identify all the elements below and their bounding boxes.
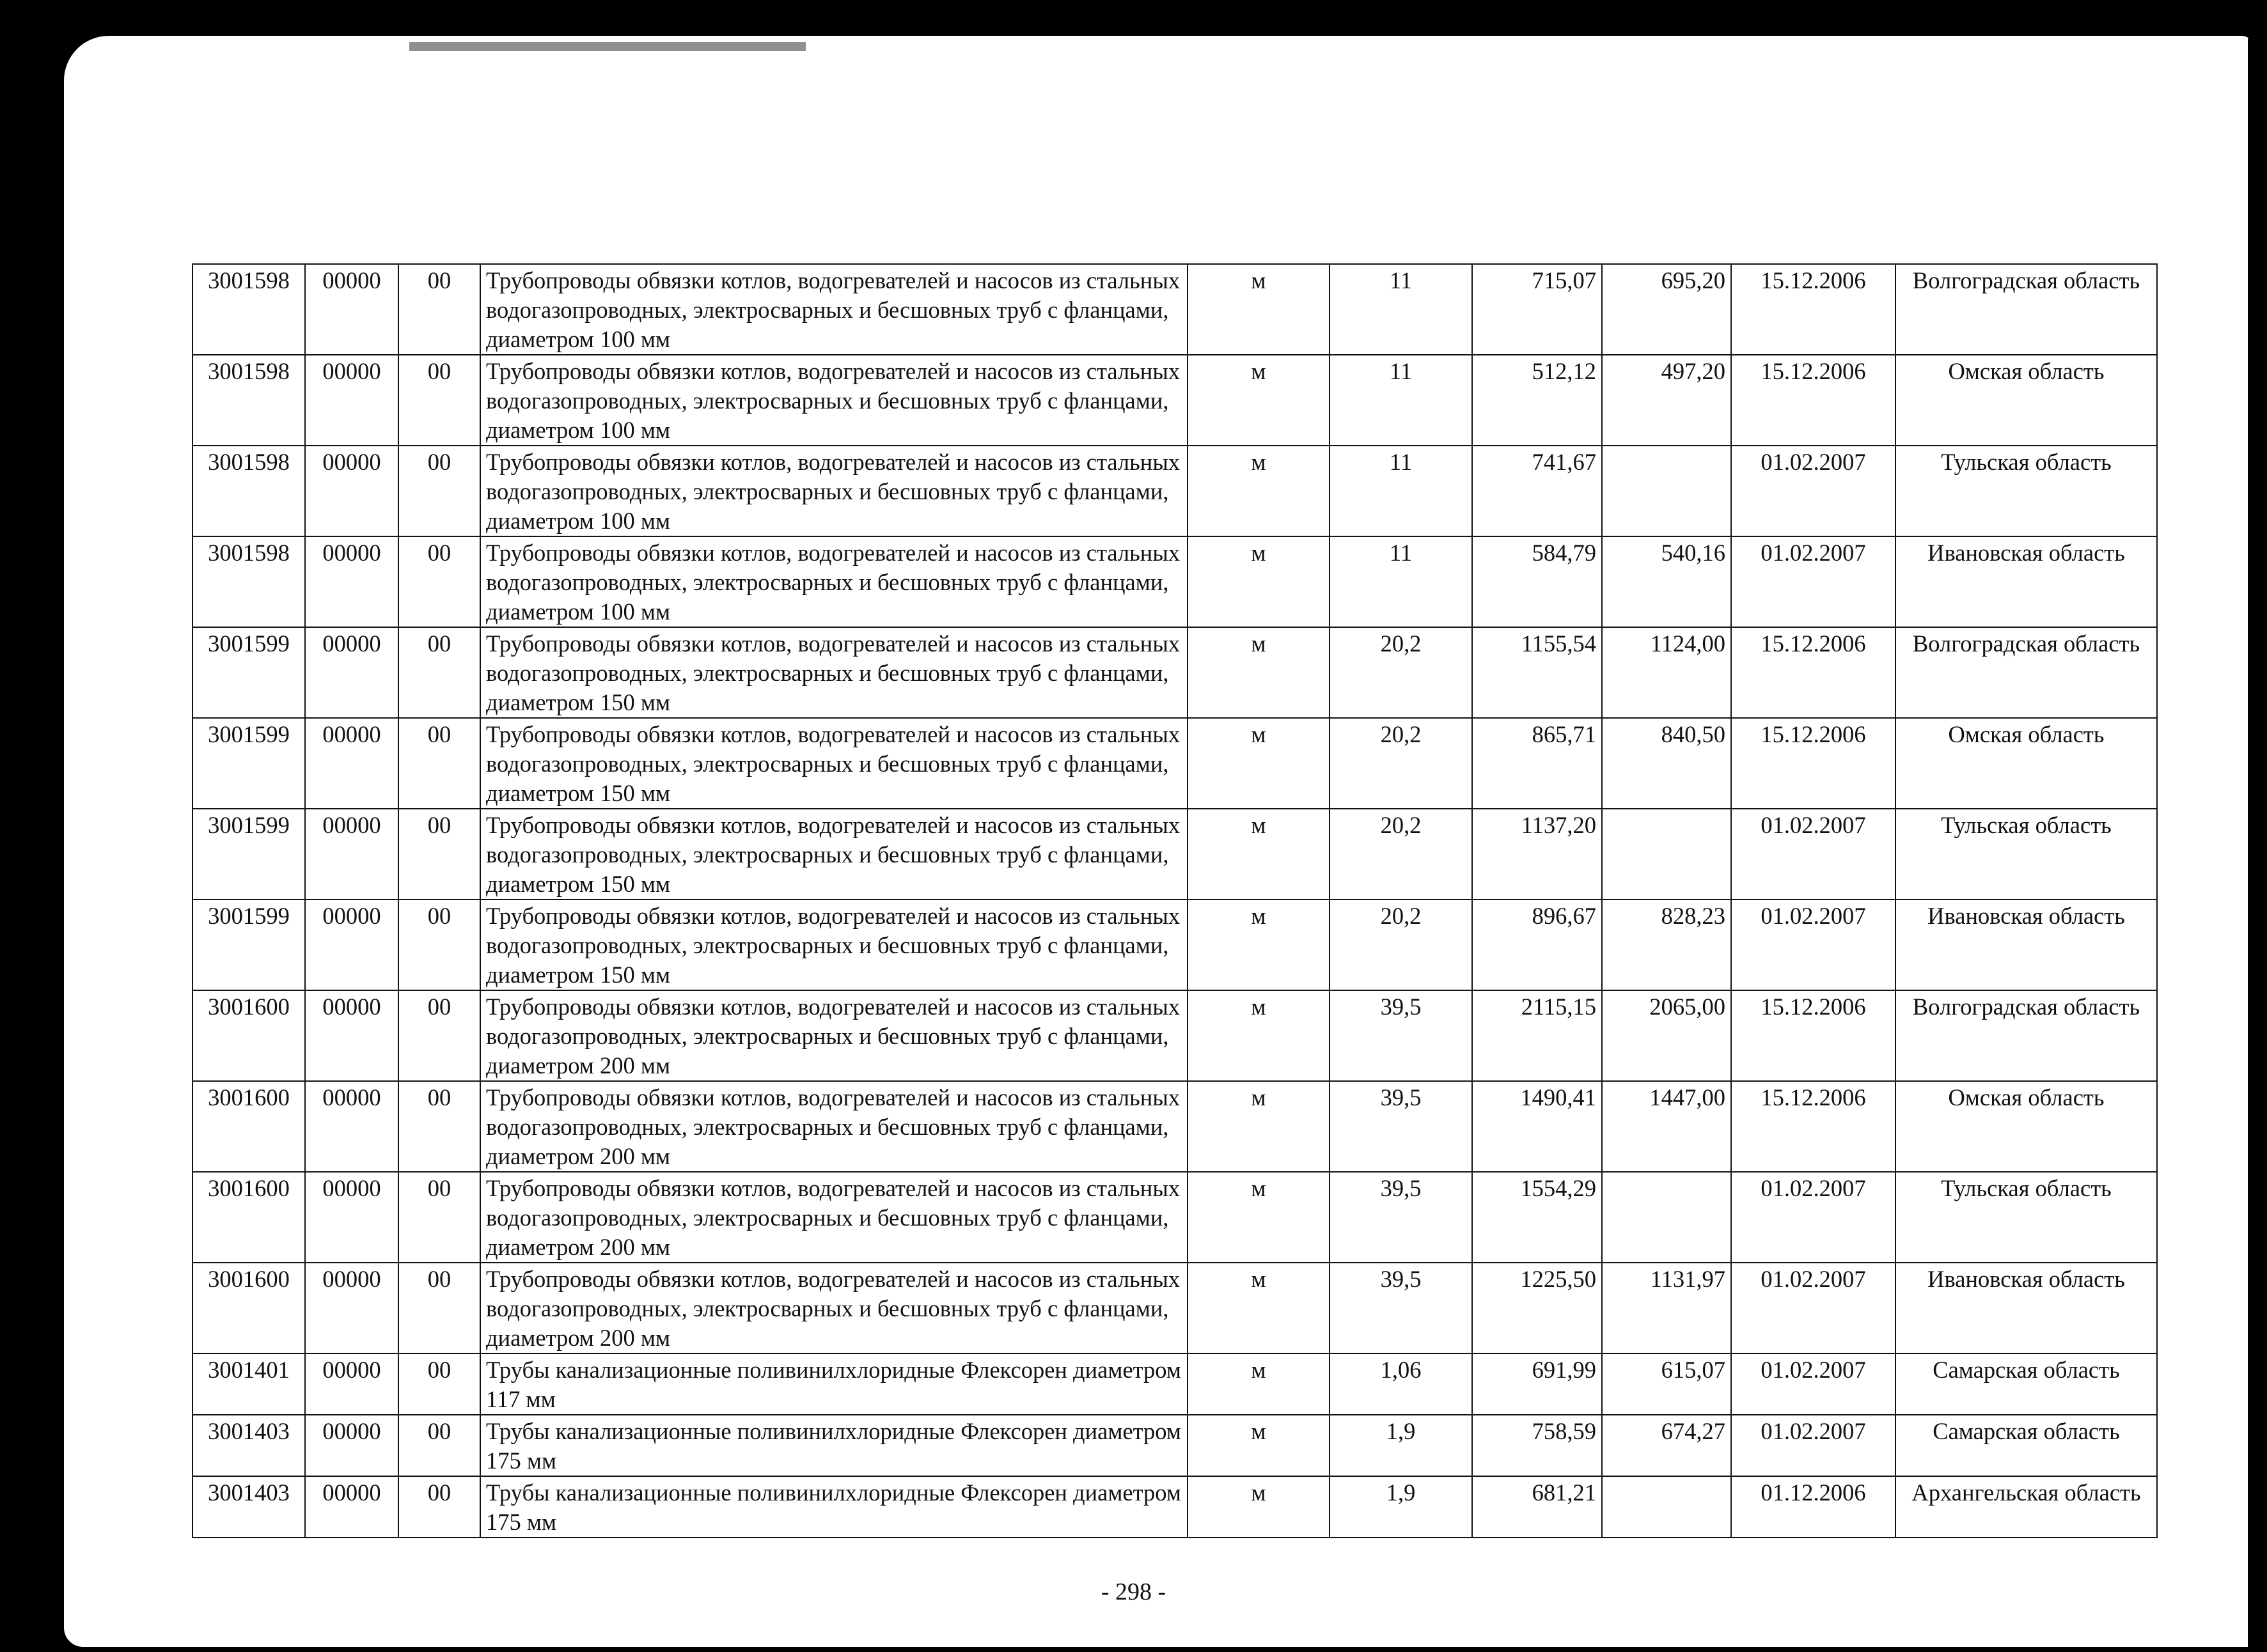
- row-description: Трубопроводы обвязки котлов, водогревателей и насосов из стальных водогазопроводных, электросварных и бесшовных труб с фланцами, диаметром 200 мм: [480, 1263, 1188, 1353]
- row-code: 3001401: [192, 1353, 305, 1415]
- row-price-2: 2065,00: [1602, 990, 1731, 1081]
- row-unit: м: [1188, 900, 1330, 990]
- row-description: Трубопроводы обвязки котлов, водогревателей и насосов из стальных водогазопроводных, электросварных и бесшовных труб с фланцами, диаметром 200 мм: [480, 1172, 1188, 1263]
- row-code: 3001599: [192, 809, 305, 900]
- row-price-2: 1131,97: [1602, 1263, 1731, 1353]
- row-price-1: 1137,20: [1472, 809, 1602, 900]
- row-unit: м: [1188, 1476, 1330, 1538]
- row-quantity: 20,2: [1330, 718, 1472, 809]
- row-region: Архангельская область: [1895, 1476, 2157, 1538]
- row-subcode: 00000: [305, 1476, 398, 1538]
- row-variant: 00: [398, 264, 480, 355]
- row-price-2: [1602, 446, 1731, 536]
- row-price-1: 681,21: [1472, 1476, 1602, 1538]
- row-subcode: 00000: [305, 900, 398, 990]
- row-unit: м: [1188, 536, 1330, 627]
- row-price-1: 2115,15: [1472, 990, 1602, 1081]
- row-subcode: 00000: [305, 718, 398, 809]
- row-description: Трубы канализационные поливинилхлоридные Флексорен диаметром 175 мм: [480, 1476, 1188, 1538]
- row-price-1: 758,59: [1472, 1415, 1602, 1476]
- row-unit: м: [1188, 1353, 1330, 1415]
- row-quantity: 1,9: [1330, 1476, 1472, 1538]
- row-quantity: 11: [1330, 536, 1472, 627]
- row-variant: 00: [398, 809, 480, 900]
- table-row: [192, 1476, 2157, 1538]
- row-subcode: 00000: [305, 264, 398, 355]
- row-description: Трубопроводы обвязки котлов, водогревателей и насосов из стальных водогазопроводных, электросварных и бесшовных труб с фланцами, диаметром 150 мм: [480, 900, 1188, 990]
- row-date: 01.02.2007: [1731, 1415, 1895, 1476]
- row-date: 15.12.2006: [1731, 355, 1895, 446]
- row-subcode: 00000: [305, 1353, 398, 1415]
- row-price-1: 1554,29: [1472, 1172, 1602, 1263]
- row-subcode: 00000: [305, 446, 398, 536]
- row-subcode: 00000: [305, 1263, 398, 1353]
- row-variant: 00: [398, 900, 480, 990]
- table-row: [192, 264, 2157, 355]
- row-description: Трубопроводы обвязки котлов, водогревателей и насосов из стальных водогазопроводных, электросварных и бесшовных труб с фланцами, диаметром 100 мм: [480, 264, 1188, 355]
- row-price-2: 615,07: [1602, 1353, 1731, 1415]
- row-price-2: 695,20: [1602, 264, 1731, 355]
- row-region: Омская область: [1895, 355, 2157, 446]
- row-description: Трубы канализационные поливинилхлоридные Флексорен диаметром 117 мм: [480, 1353, 1188, 1415]
- row-price-1: 512,12: [1472, 355, 1602, 446]
- table-row: [192, 809, 2157, 900]
- row-variant: 00: [398, 1415, 480, 1476]
- row-subcode: 00000: [305, 1081, 398, 1172]
- row-region: Волгоградская область: [1895, 264, 2157, 355]
- row-region: Самарская область: [1895, 1353, 2157, 1415]
- row-price-1: 715,07: [1472, 264, 1602, 355]
- row-date: 01.02.2007: [1731, 900, 1895, 990]
- row-variant: 00: [398, 355, 480, 446]
- row-quantity: 20,2: [1330, 627, 1472, 718]
- row-variant: 00: [398, 1353, 480, 1415]
- row-price-1: 584,79: [1472, 536, 1602, 627]
- row-price-2: 1447,00: [1602, 1081, 1731, 1172]
- row-region: Омская область: [1895, 718, 2157, 809]
- row-price-1: 896,67: [1472, 900, 1602, 990]
- row-quantity: 39,5: [1330, 1172, 1472, 1263]
- row-date: 01.02.2007: [1731, 1263, 1895, 1353]
- row-region: Волгоградская область: [1895, 627, 2157, 718]
- row-variant: 00: [398, 1081, 480, 1172]
- table-row: [192, 1081, 2157, 1172]
- row-code: 3001403: [192, 1415, 305, 1476]
- row-unit: м: [1188, 355, 1330, 446]
- price-table: [192, 263, 2158, 1538]
- row-unit: м: [1188, 718, 1330, 809]
- row-description: Трубопроводы обвязки котлов, водогревателей и насосов из стальных водогазопроводных, электросварных и бесшовных труб с фланцами, диаметром 150 мм: [480, 718, 1188, 809]
- row-price-2: 674,27: [1602, 1415, 1731, 1476]
- row-unit: м: [1188, 990, 1330, 1081]
- row-description: Трубопроводы обвязки котлов, водогревателей и насосов из стальных водогазопроводных, электросварных и бесшовных труб с фланцами, диаметром 200 мм: [480, 1081, 1188, 1172]
- row-price-2: 828,23: [1602, 900, 1731, 990]
- row-unit: м: [1188, 627, 1330, 718]
- scan-edge: [2248, 38, 2267, 1652]
- table-body: [192, 264, 2157, 1538]
- row-variant: 00: [398, 1476, 480, 1538]
- row-quantity: 39,5: [1330, 990, 1472, 1081]
- row-quantity: 1,06: [1330, 1353, 1472, 1415]
- row-date: 01.12.2006: [1731, 1476, 1895, 1538]
- row-description: Трубопроводы обвязки котлов, водогревателей и насосов из стальных водогазопроводных, электросварных и бесшовных труб с фланцами, диаметром 150 мм: [480, 627, 1188, 718]
- row-subcode: 00000: [305, 1172, 398, 1263]
- row-date: 15.12.2006: [1731, 718, 1895, 809]
- row-price-2: [1602, 1476, 1731, 1538]
- row-price-2: [1602, 1172, 1731, 1263]
- row-description: Трубопроводы обвязки котлов, водогревателей и насосов из стальных водогазопроводных, электросварных и бесшовных труб с фланцами, диаметром 100 мм: [480, 446, 1188, 536]
- row-variant: 00: [398, 990, 480, 1081]
- row-region: Тульская область: [1895, 446, 2157, 536]
- row-price-1: 741,67: [1472, 446, 1602, 536]
- row-region: Ивановская область: [1895, 536, 2157, 627]
- row-description: Трубопроводы обвязки котлов, водогревателей и насосов из стальных водогазопроводных, электросварных и бесшовных труб с фланцами, диаметром 200 мм: [480, 990, 1188, 1081]
- row-price-2: 540,16: [1602, 536, 1731, 627]
- row-code: 3001599: [192, 627, 305, 718]
- row-region: Ивановская область: [1895, 1263, 2157, 1353]
- row-code: 3001599: [192, 718, 305, 809]
- row-quantity: 11: [1330, 446, 1472, 536]
- row-variant: 00: [398, 536, 480, 627]
- row-region: Тульская область: [1895, 809, 2157, 900]
- row-description: Трубы канализационные поливинилхлоридные Флексорен диаметром 175 мм: [480, 1415, 1188, 1476]
- row-code: 3001403: [192, 1476, 305, 1538]
- row-variant: 00: [398, 1172, 480, 1263]
- row-date: 15.12.2006: [1731, 627, 1895, 718]
- row-price-1: 691,99: [1472, 1353, 1602, 1415]
- row-region: Волгоградская область: [1895, 990, 2157, 1081]
- table-row: [192, 900, 2157, 990]
- row-region: Омская область: [1895, 1081, 2157, 1172]
- row-unit: м: [1188, 1263, 1330, 1353]
- table-row: [192, 536, 2157, 627]
- row-price-2: 840,50: [1602, 718, 1731, 809]
- table-row: [192, 1415, 2157, 1476]
- row-code: 3001598: [192, 446, 305, 536]
- row-code: 3001600: [192, 1172, 305, 1263]
- table-row: [192, 446, 2157, 536]
- row-variant: 00: [398, 627, 480, 718]
- table-row: [192, 718, 2157, 809]
- table-row: [192, 990, 2157, 1081]
- row-price-2: [1602, 809, 1731, 900]
- row-quantity: 20,2: [1330, 809, 1472, 900]
- row-price-2: 1124,00: [1602, 627, 1731, 718]
- row-code: 3001600: [192, 990, 305, 1081]
- row-description: Трубопроводы обвязки котлов, водогревателей и насосов из стальных водогазопроводных, электросварных и бесшовных труб с фланцами, диаметром 100 мм: [480, 536, 1188, 627]
- row-quantity: 39,5: [1330, 1263, 1472, 1353]
- row-quantity: 39,5: [1330, 1081, 1472, 1172]
- row-price-1: 1490,41: [1472, 1081, 1602, 1172]
- row-variant: 00: [398, 446, 480, 536]
- row-quantity: 1,9: [1330, 1415, 1472, 1476]
- scan-artifact: [409, 42, 806, 51]
- row-subcode: 00000: [305, 536, 398, 627]
- row-code: 3001598: [192, 355, 305, 446]
- row-code: 3001600: [192, 1081, 305, 1172]
- row-quantity: 11: [1330, 355, 1472, 446]
- table-row: [192, 627, 2157, 718]
- row-unit: м: [1188, 809, 1330, 900]
- page-number: - 298 -: [1101, 1578, 1166, 1605]
- table-row: [192, 1172, 2157, 1263]
- row-subcode: 00000: [305, 990, 398, 1081]
- row-subcode: 00000: [305, 809, 398, 900]
- row-date: 01.02.2007: [1731, 809, 1895, 900]
- row-price-2: 497,20: [1602, 355, 1731, 446]
- row-subcode: 00000: [305, 355, 398, 446]
- row-description: Трубопроводы обвязки котлов, водогревателей и насосов из стальных водогазопроводных, электросварных и бесшовных труб с фланцами, диаметром 100 мм: [480, 355, 1188, 446]
- row-unit: м: [1188, 446, 1330, 536]
- row-variant: 00: [398, 1263, 480, 1353]
- row-code: 3001600: [192, 1263, 305, 1353]
- row-quantity: 20,2: [1330, 900, 1472, 990]
- row-date: 01.02.2007: [1731, 446, 1895, 536]
- row-date: 01.02.2007: [1731, 1172, 1895, 1263]
- row-date: 01.02.2007: [1731, 1353, 1895, 1415]
- row-region: Тульская область: [1895, 1172, 2157, 1263]
- row-region: Ивановская область: [1895, 900, 2157, 990]
- row-date: 15.12.2006: [1731, 1081, 1895, 1172]
- row-unit: м: [1188, 1172, 1330, 1263]
- row-date: 15.12.2006: [1731, 990, 1895, 1081]
- row-quantity: 11: [1330, 264, 1472, 355]
- row-unit: м: [1188, 1415, 1330, 1476]
- row-price-1: 1225,50: [1472, 1263, 1602, 1353]
- table-row: [192, 355, 2157, 446]
- row-code: 3001598: [192, 536, 305, 627]
- row-subcode: 00000: [305, 1415, 398, 1476]
- row-unit: м: [1188, 1081, 1330, 1172]
- table-row: [192, 1353, 2157, 1415]
- row-price-1: 1155,54: [1472, 627, 1602, 718]
- row-price-1: 865,71: [1472, 718, 1602, 809]
- row-description: Трубопроводы обвязки котлов, водогревателей и насосов из стальных водогазопроводных, электросварных и бесшовных труб с фланцами, диаметром 150 мм: [480, 809, 1188, 900]
- row-date: 15.12.2006: [1731, 264, 1895, 355]
- row-code: 3001599: [192, 900, 305, 990]
- row-subcode: 00000: [305, 627, 398, 718]
- row-date: 01.02.2007: [1731, 536, 1895, 627]
- row-region: Самарская область: [1895, 1415, 2157, 1476]
- row-unit: м: [1188, 264, 1330, 355]
- row-variant: 00: [398, 718, 480, 809]
- row-code: 3001598: [192, 264, 305, 355]
- table-row: [192, 1263, 2157, 1353]
